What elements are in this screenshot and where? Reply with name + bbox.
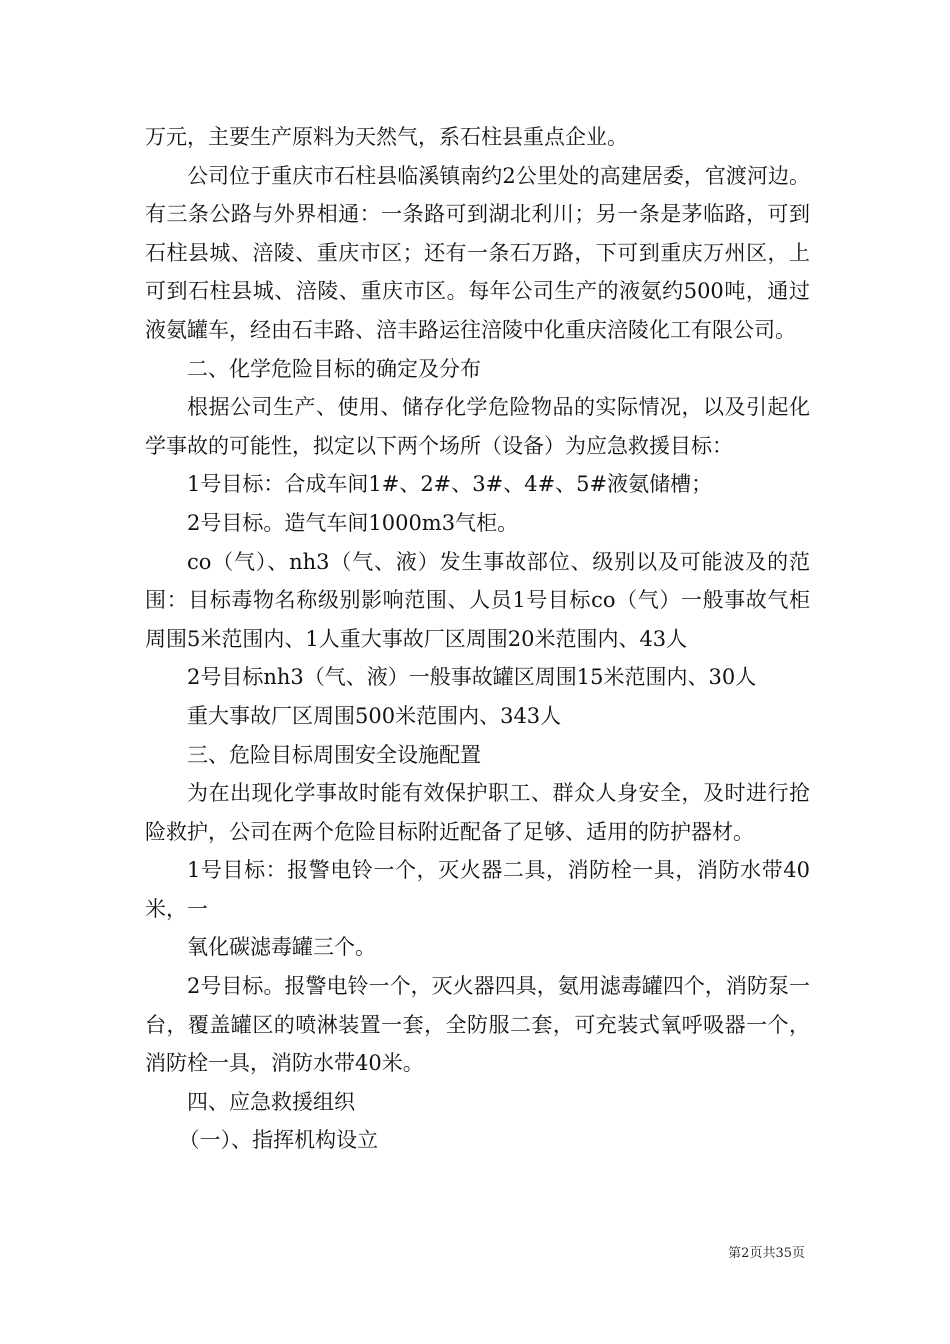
page-number: 第2页共35页 [728, 1246, 805, 1261]
paragraph-target-2: 2号目标。造气车间1000m3气柜。 [187, 510, 519, 535]
paragraph-safety-equipment: 为在出现化学事故时能有效保护职工、群众人身安全，及时进行抢险救护，公司在两个危险目标附近配备了足够、适用的防护器材。 [145, 781, 810, 844]
paragraph-target-1: 1号目标：合成车间1#、2#、3#、4#、5#液氨储槽； [187, 472, 713, 497]
paragraph-company-location: 公司位于重庆市石柱县临溪镇南约2公里处的高建居委，官渡河边。有三条公路与外界相通：一条路可到湖北利川；另一条是茅临路，可到石柱县城、涪陵、重庆市区；还有一条石万路，下可到重庆万州区，上可到石柱县城、涪陵、重庆市区。每年公司生产的液氨约500吨，通过液氨罐车，经由石丰路、涪丰路运往涪陵中化重庆涪陵化工有限公司。 [145, 163, 810, 342]
paragraph-target-2-equipment: 2号目标。报警电铃一个，灭火器四具，氨用滤毒罐四个，消防泵一台，覆盖罐区的喷淋装置一套，全防服二套，可充装式氧呼吸器一个，消防栓一具，消防水带40米。 [145, 974, 810, 1076]
document-body [145, 118, 810, 1160]
paragraph-target-2-general: 2号目标nh3（气、液）一般事故罐区周围15米范围内、30人 [187, 665, 757, 690]
paragraph-target-1-equipment: 1号目标：报警电铃一个，灭火器二具，消防栓一具，消防水带40米，一 [145, 858, 810, 921]
section-heading-2: 二、化学危险目标的确定及分布 [187, 356, 481, 381]
paragraph-accident-scope: co（气）、nh3（气、液）发生事故部位、级别以及可能波及的范围：目标毒物名称级别影响范围、人员1号目标co（气）一般事故气柜周围5米范围内、1人重大事故厂区周围20米范围内、43人 [145, 549, 810, 651]
section-heading-4: 四、应急救援组织 [187, 1089, 355, 1114]
paragraph-target-1-equipment-cont: 氧化碳滤毒罐三个。 [187, 935, 376, 960]
paragraph-continuation: 万元，主要生产原料为天然气，系石柱县重点企业。 [145, 125, 628, 149]
paragraph-target-basis: 根据公司生产、使用、储存化学危险物品的实际情况，以及引起化学事故的可能性，拟定以下两个场所（设备）为应急救援目标： [145, 395, 810, 458]
paragraph-target-2-major: 重大事故厂区周围500米范围内、343人 [187, 703, 562, 728]
subsection-heading-1: （一）、指挥机构设立 [178, 1128, 379, 1153]
section-heading-3: 三、危险目标周围安全设施配置 [187, 742, 481, 767]
